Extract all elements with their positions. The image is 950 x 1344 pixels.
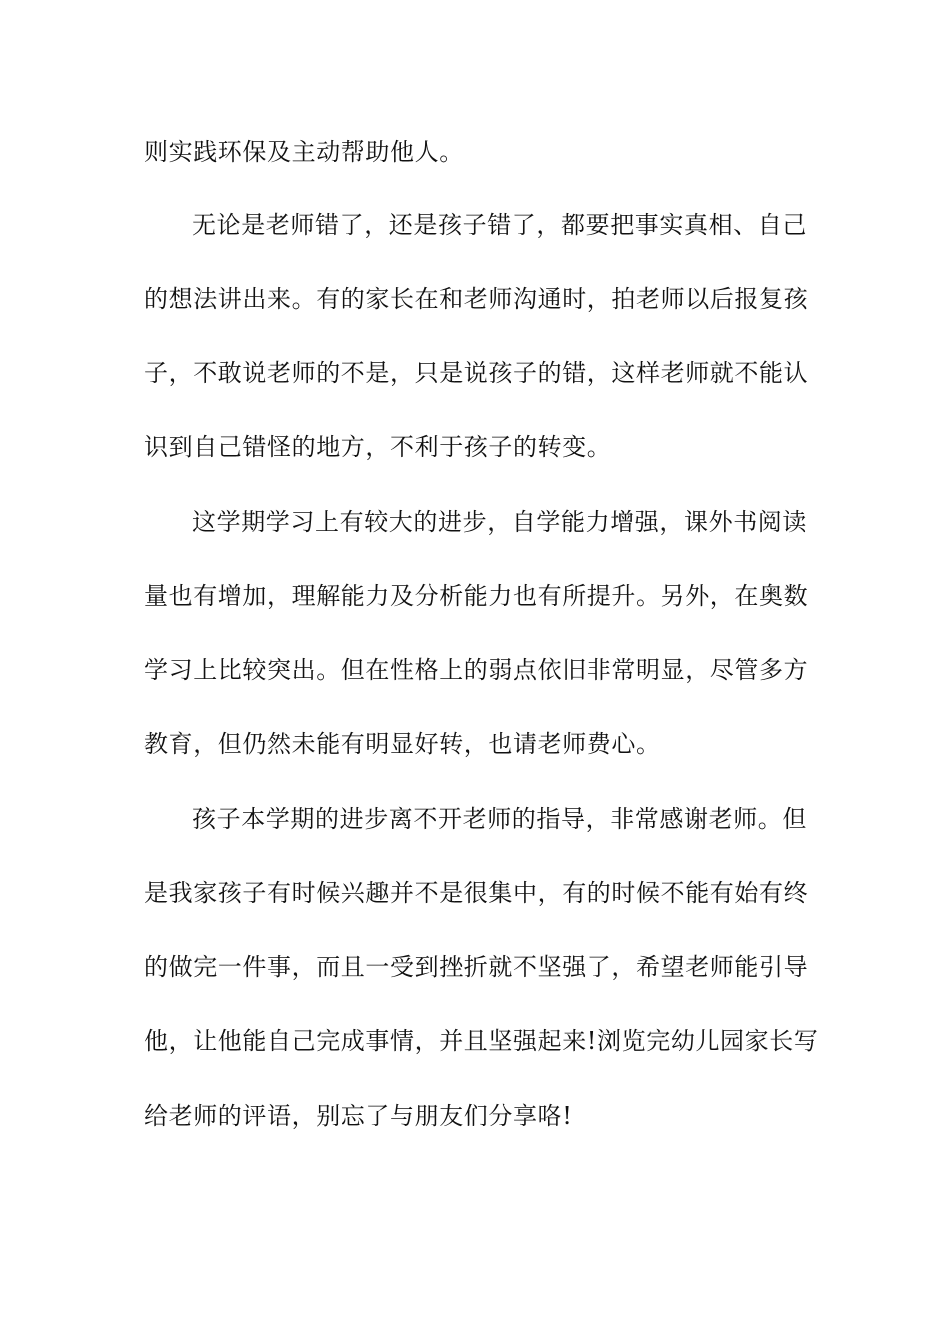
text-line: 给老师的评语，别忘了与朋友们分享咯!	[144, 1102, 573, 1130]
text-line: 量也有增加，理解能力及分析能力也有所提升。另外，在奥数	[144, 582, 809, 610]
text-line: 的想法讲出来。有的家长在和老师沟通时，拍老师以后报复孩	[144, 285, 809, 313]
text-line: 的做完一件事，而且一受到挫折就不坚强了，希望老师能引导	[144, 953, 809, 981]
text-line: 子，不敢说老师的不是，只是说孩子的错，这样老师就不能认	[144, 359, 809, 387]
text-line: 他，让他能自己完成事情，并且坚强起来!浏览完幼儿园家长写	[144, 1027, 819, 1055]
text-line: 识到自己错怪的地方，不利于孩子的转变。	[144, 433, 612, 461]
text-line: 无论是老师错了，还是孩子错了，都要把事实真相、自己	[192, 211, 807, 239]
text-line: 教育，但仍然未能有明显好转，也请老师费心。	[144, 730, 661, 758]
text-line: 孩子本学期的进步离不开老师的指导，非常感谢老师。但	[192, 805, 807, 833]
text-line: 这学期学习上有较大的进步，自学能力增强，课外书阅读	[192, 508, 807, 536]
text-line: 则实践环保及主动帮助他人。	[144, 138, 464, 166]
text-line: 学习上比较突出。但在性格上的弱点依旧非常明显，尽管多方	[144, 656, 809, 684]
text-line: 是我家孩子有时候兴趣并不是很集中，有的时候不能有始有终	[144, 879, 809, 907]
